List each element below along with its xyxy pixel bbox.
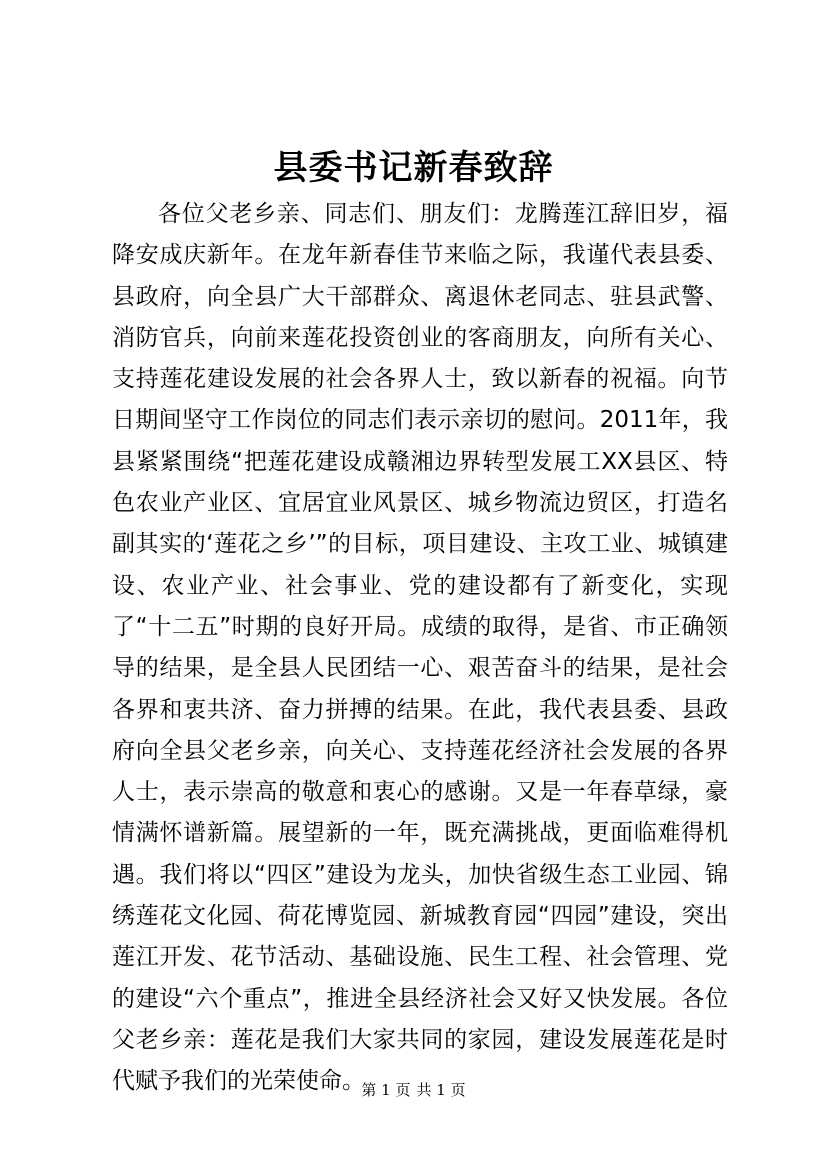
- document-title: 县委书记新春致辞: [273, 148, 554, 188]
- page-footer: [0, 1080, 827, 1100]
- page-number-current: 第 1 页: [361, 1081, 411, 1099]
- page-number-total: 共 1 页: [416, 1081, 466, 1099]
- document-body-paragraph: 各位父老乡亲、同志们、朋友们：龙腾莲江辞旧岁，福降安成庆新年。在龙年新春佳节来临之际，我谨代表县委、县政府，向全县广大干部群众、离退休老同志、驻县武警、消防官兵，向前来莲花投资创业的客商朋友，向所有关心、支持莲花建设发展的社会各界人士，致以新春的祝福。向节日期间坚守工作岗位的同志们表示亲切的慰问。2011年，我县紧紧围绕“把莲花建设成赣湘边界转型发展工XX县区、特色农业产业区、宜居宜业风景区、城乡物流边贸区，打造名副其实的‘莲花之乡’”的目标，项目建设、主攻工业、城镇建设、农业产业、社会事业、党的建设都有了新变化，实现了“十二五”时期的良好开局。成绩的取得，是省、市正确领导的结果，是全县人民团结一心、艰苦奋斗的结果，是社会各界和衷共济、奋力拼搏的结果。在此，我代表县委、县政府向全县父老乡亲，向关心、支持莲花经济社会发展的各界人士，表示崇高的敬意和衷心的感谢。又是一年春草绿，豪情满怀谱新篇。展望新的一年，既充满挑战，更面临难得机遇。我们将以“四区”建设为龙头，加快省级生态工业园、锦绣莲花文化园、荷花博览园、新城教育园“四园”建设，突出莲江开发、花节活动、基础设施、民生工程、社会管理、党的建设“六个重点”，推进全县经济社会又好又快发展。各位父老乡亲：莲花是我们大家共同的家园，建设发展莲花是时代赋予我们的光荣使命。: [112, 201, 728, 1095]
